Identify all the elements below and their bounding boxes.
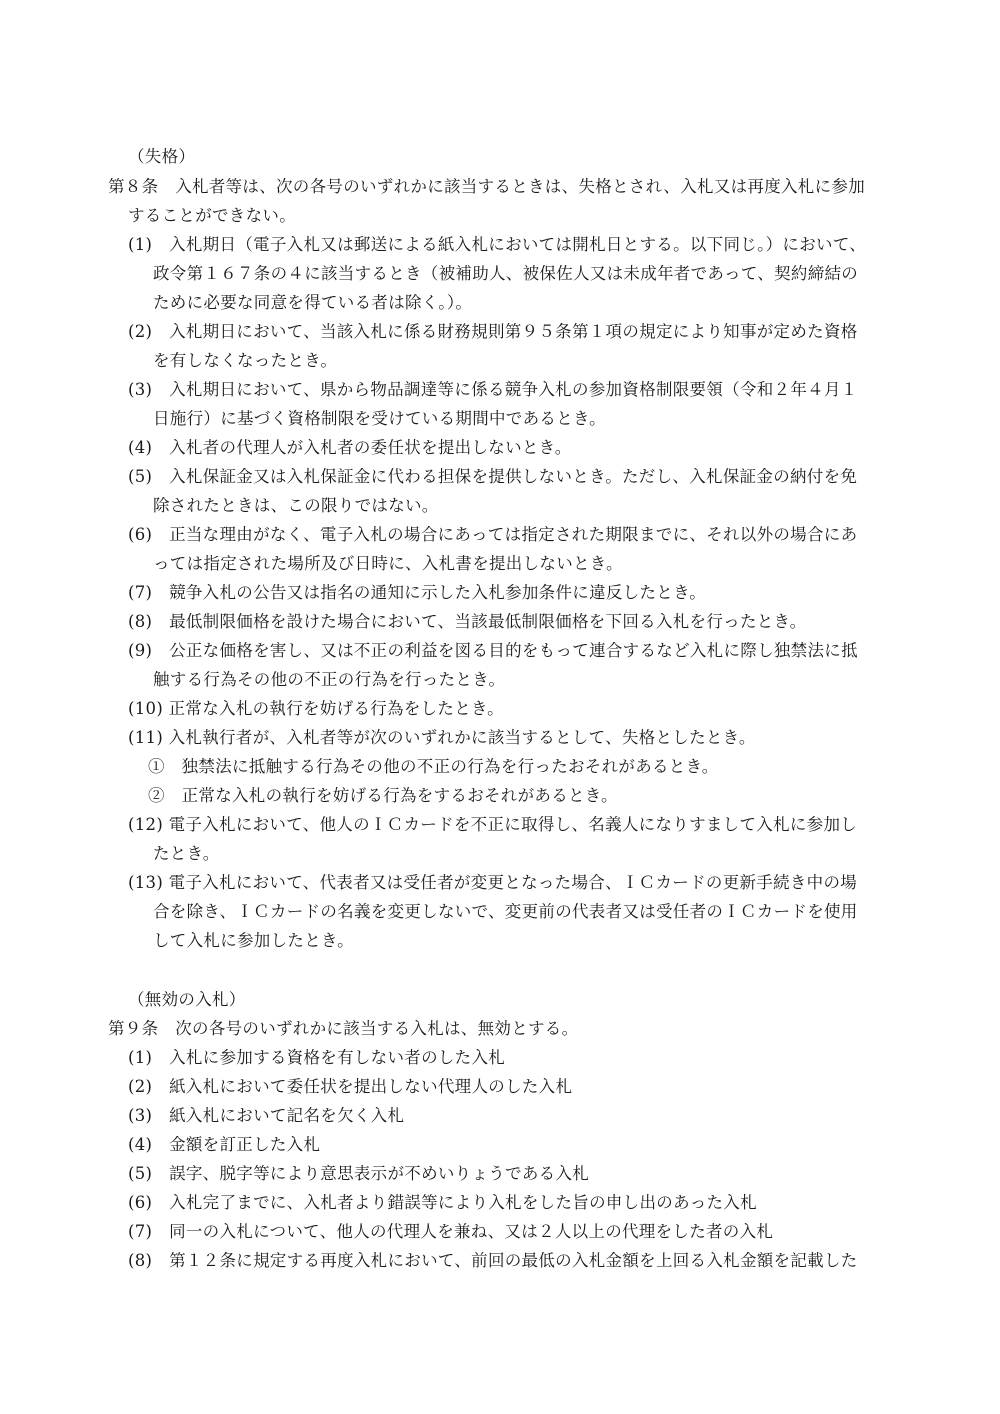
article8-item-12-line-1: (12) 電子入札において、他人のＩＣカードを不正に取得し、名義人になりすまして入札に参加し (128, 815, 858, 834)
article9-intro: 第９条 次の各号のいずれかに該当する入札は、無効とする。 (108, 1019, 579, 1038)
article8-item-6-line-2: っては指定された場所及び日時に、入札書を提出しないとき。 (153, 554, 623, 573)
article9-item-4: (4) 金額を訂正した入札 (128, 1135, 321, 1154)
article9-item-6: (6) 入札完了までに、入札者より錯誤等により入札をした旨の申し出のあった入札 (128, 1193, 757, 1212)
article8-item-11-sub-1: ① 独禁法に抵触する行為その他の不正の行為を行ったおそれがあるとき。 (148, 757, 719, 776)
article8-item-12-line-2: たとき。 (153, 844, 220, 863)
article8-item-1-line-3: ために必要な同意を得ている者は除く。）。 (153, 293, 473, 312)
article8-item-3-line-1: (3) 入札期日において、県から物品調達等に係る競争入札の参加資格制限要領（令和２年４月１ (128, 380, 858, 399)
article9-item-8: (8) 第１２条に規定する再度入札において、前回の最低の入札金額を上回る入札金額を記載した (128, 1251, 858, 1270)
article8-item-11: (11) 入札執行者が、入札者等が次のいずれかに該当するとして、失格としたとき。 (128, 728, 756, 747)
article8-item-5-line-1: (5) 入札保証金又は入札保証金に代わる担保を提供しないとき。ただし、入札保証金の納付を免 (128, 467, 858, 486)
article8-item-13-line-2: 合を除き、ＩＣカードの名義を変更しないで、変更前の代表者又は受任者のＩＣカードを使用 (153, 902, 858, 921)
article8-item-8: (8) 最低制限価格を設けた場合において、当該最低制限価格を下回る入札を行ったとき。 (128, 612, 807, 631)
article9-item-7: (7) 同一の入札について、他人の代理人を兼ね、又は２人以上の代理をした者の入札 (128, 1222, 774, 1241)
article8-intro-line-2: することができない。 (128, 206, 296, 225)
article8-item-13-line-1: (13) 電子入札において、代表者又は受任者が変更となった場合、ＩＣカードの更新手続き中の場 (128, 873, 858, 892)
article8-item-4: (4) 入札者の代理人が入札者の委任状を提出しないとき。 (128, 438, 572, 457)
article8-heading: （失格） (128, 147, 196, 166)
article8-item-6-line-1: (6) 正当な理由がなく、電子入札の場合にあっては指定された期限までに、それ以外の場合にあ (128, 525, 858, 544)
article8-item-11-sub-2: ② 正常な入札の執行を妨げる行為をするおそれがあるとき。 (148, 786, 618, 805)
article8-intro-line-1: 第８条 入札者等は、次の各号のいずれかに該当するときは、失格とされ、入札又は再度入札に参加 (108, 177, 865, 196)
article8-item-9-line-2: 触する行為その他の不正の行為を行ったとき。 (153, 670, 506, 689)
article8-item-2-line-2: を有しなくなったとき。 (153, 351, 338, 370)
article9-item-3: (3) 紙入札において記名を欠く入札 (128, 1106, 405, 1125)
article9-item-2: (2) 紙入札において委任状を提出しない代理人のした入札 (128, 1077, 573, 1096)
article8-item-1-line-1: (1) 入札期日（電子入札又は郵送による紙入札においては開札日とする。以下同じ。）において、 (128, 235, 867, 254)
article8-item-7: (7) 競争入札の公告又は指名の通知に示した入札参加条件に違反したとき。 (128, 583, 707, 602)
article8-item-3-line-2: 日施行）に基づく資格制限を受けている期間中であるとき。 (153, 409, 606, 428)
article8-item-1-line-2: 政令第１６７条の４に該当するとき（被補助人、被保佐人又は未成年者であって、契約締結の (153, 264, 859, 283)
article9-heading: （無効の入札） (128, 990, 246, 1009)
article8-item-13-line-3: して入札に参加したとき。 (153, 931, 354, 950)
article8-item-2-line-1: (2) 入札期日において、当該入札に係る財務規則第９５条第１項の規定により知事が定めた資格 (128, 322, 858, 341)
article8-item-9-line-1: (9) 公正な価格を害し、又は不正の利益を図る目的をもって連合するなど入札に際し独禁法に抵 (128, 641, 858, 660)
article8-item-10: (10) 正常な入札の執行を妨げる行為をしたとき。 (128, 699, 504, 718)
article8-item-5-line-2: 除されたときは、この限りではない。 (153, 496, 439, 515)
article9-item-5: (5) 誤字、脱字等により意思表示が不めいりょうである入札 (128, 1164, 590, 1183)
article9-item-1: (1) 入札に参加する資格を有しない者のした入札 (128, 1048, 506, 1067)
